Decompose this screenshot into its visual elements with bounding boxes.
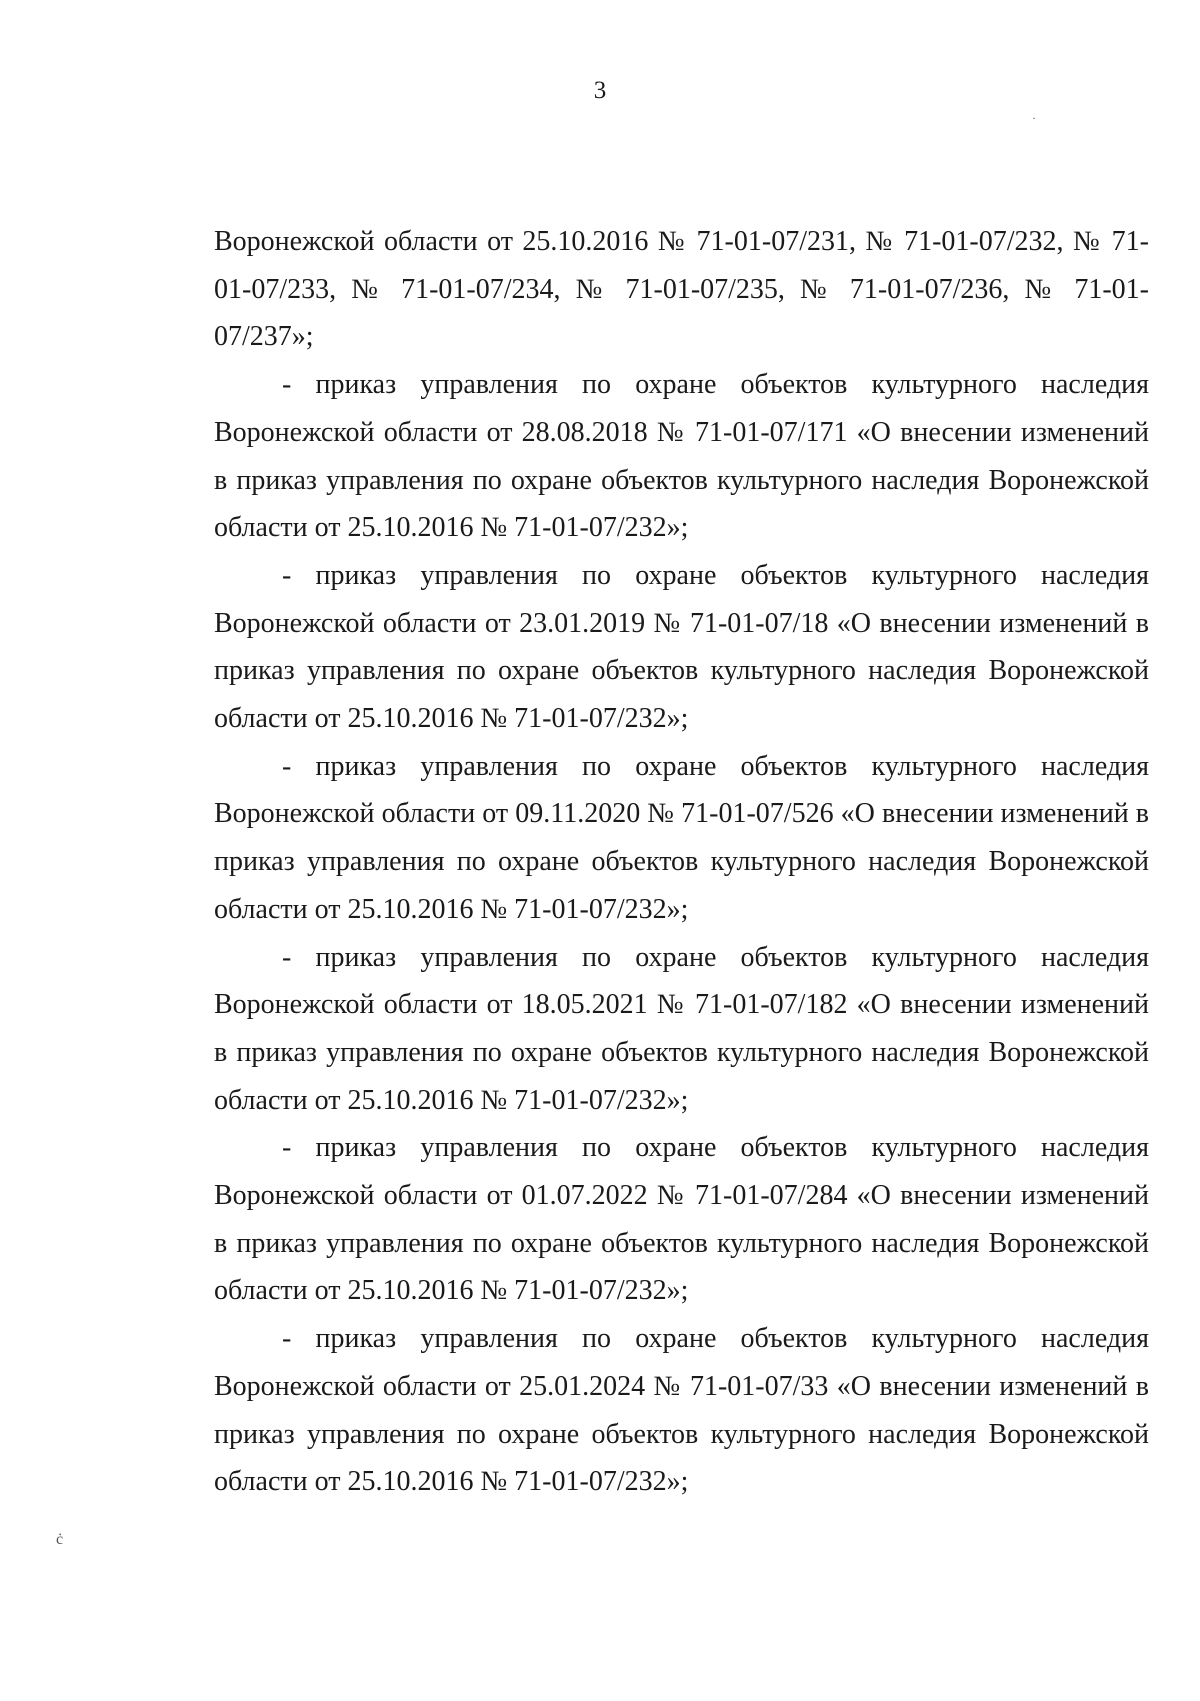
page-number: 3 [593,77,607,104]
list-item: - приказ управления по охране объектов культурного наследия Воронежской области от 23.01.2019 № 71-01-07/18 «О внесении изменений в приказ управления по охране объектов культурного наследия Воронежской области от 25.10.2016 № 71-01-07/232»; [214,559,1149,735]
list-item: - приказ управления по охране объектов культурного наследия Воронежской области от 01.07.2022 № 71-01-07/284 «О внесении изменений в приказ управления по охране объектов культурного наследия Воронежской области от 25.10.2016 № 71-01-07/232»; [214,1132,1149,1307]
list-item: - приказ управления по охране объектов культурного наследия Воронежской области от 25.01.2024 № 71-01-07/33 «О внесении изменений в приказ управления по охране объектов культурного наследия Воронежской области от 25.10.2016 № 71-01-07/232»; [214,1323,1149,1498]
scan-speck: ċ [56,1531,64,1548]
paragraph-continuation: Воронежской области от 25.10.2016 № 71-01-07/231, № 71-01-07/232, № 71-01-07/233, № 71-01-07/234, № 71-01-07/235, № 71-01-07/236, № 71-01-07/237»; [214,226,1149,353]
document-body [214,218,1149,1506]
list-item: - приказ управления по охране объектов культурного наследия Воронежской области от 28.08.2018 № 71-01-07/171 «О внесении изменений в приказ управления по охране объектов культурного наследия Воронежской области от 25.10.2016 № 71-01-07/232»; [214,369,1149,544]
list-item: - приказ управления по охране объектов культурного наследия Воронежской области от 09.11.2020 № 71-01-07/526 «О внесении изменений в приказ управления по охране объектов культурного наследия Воронежской области от 25.10.2016 № 71-01-07/232»; [214,750,1149,925]
scan-speck: · [1032,111,1036,125]
list-item: - приказ управления по охране объектов культурного наследия Воронежской области от 18.05.2021 № 71-01-07/182 «О внесении изменений в приказ управления по охране объектов культурного наследия Воронежской области от 25.10.2016 № 71-01-07/232»; [214,941,1149,1116]
